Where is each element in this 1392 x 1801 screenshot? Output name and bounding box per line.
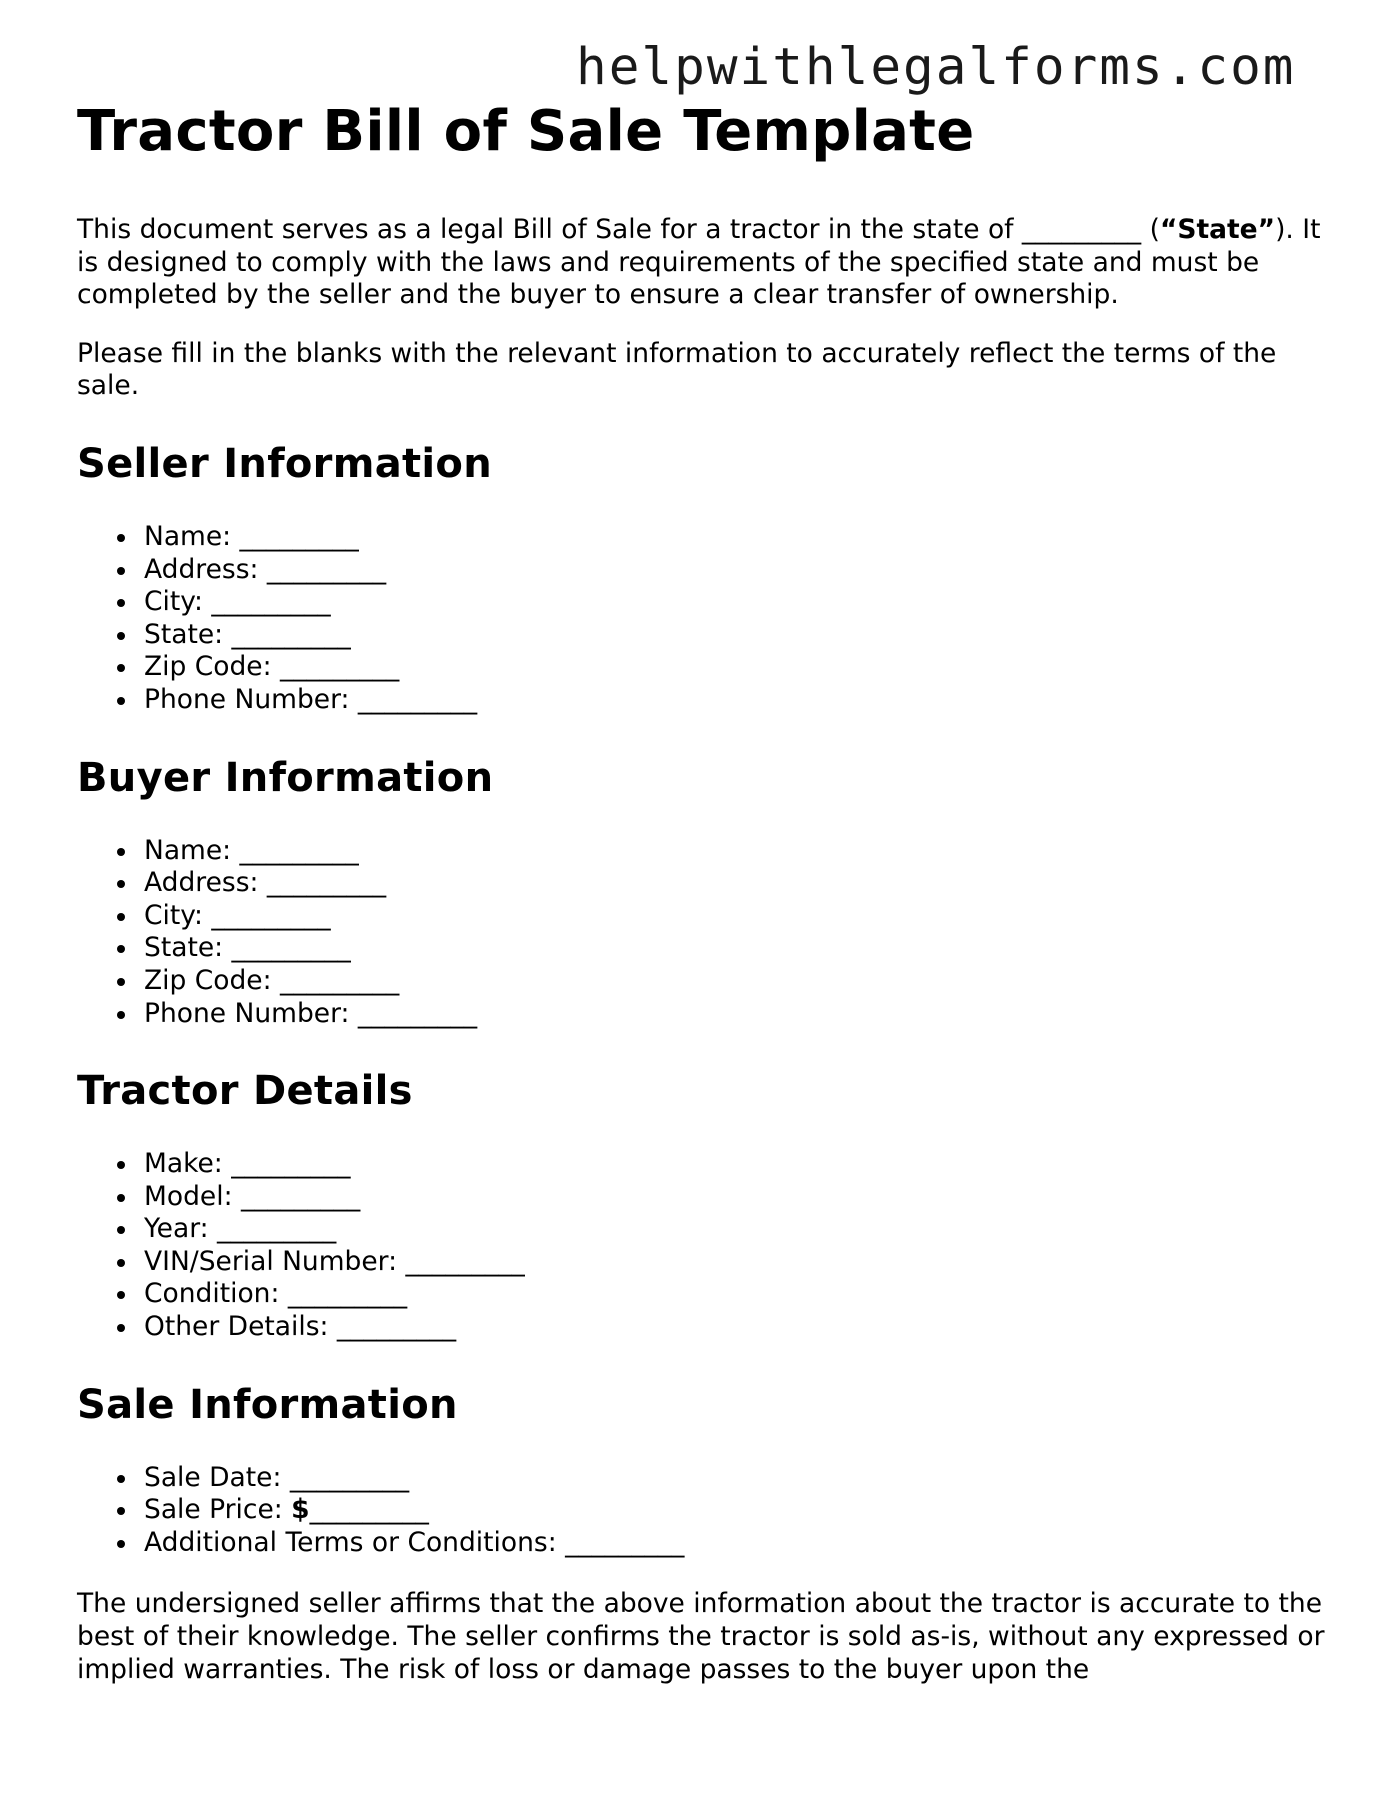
closing-paragraph: The undersigned seller affirms that the above information about the tractor is accurate to the best of their knowledge. The seller confirms the tractor is sold as-is, without any expressed or implied warranties. The risk of loss or damage passes to the buyer upon the [77, 1588, 1325, 1685]
buyer-zip-field[interactable]: Zip Code: _________ [144, 965, 1325, 998]
intro-paragraph [77, 214, 1325, 312]
instructions-paragraph: Please fill in the blanks with the relevant information to accurately reflect the terms of the sale. [77, 337, 1277, 402]
seller-city-field[interactable]: City: _________ [144, 586, 1325, 619]
buyer-address-field[interactable]: Address: _________ [144, 867, 1325, 900]
sale-field-list [77, 1462, 1325, 1560]
seller-address-field[interactable]: Address: _________ [144, 554, 1325, 587]
buyer-zip-blank[interactable]: _________ [279, 964, 400, 996]
additional-terms-field[interactable]: Additional Terms or Conditions: _________ [144, 1527, 1325, 1560]
seller-name-field[interactable]: Name: _________ [144, 521, 1325, 554]
buyer-city-blank[interactable]: _________ [211, 899, 331, 931]
watermark-site-name: helpwithlegalforms.com [576, 38, 1296, 97]
seller-state-blank[interactable]: _________ [231, 618, 351, 650]
sale-date-blank[interactable]: _________ [289, 1461, 410, 1493]
buyer-phone-blank[interactable]: _________ [357, 997, 478, 1029]
tractor-make-field[interactable]: Make: _________ [144, 1148, 1325, 1181]
sale-price-blank[interactable]: _________ [309, 1494, 429, 1526]
currency-symbol: $ [291, 1494, 310, 1526]
tractor-section-heading: Tractor Details [77, 1068, 413, 1115]
tractor-make-blank[interactable]: _________ [231, 1148, 351, 1180]
buyer-field-list [77, 835, 1325, 1031]
buyer-address-blank[interactable]: _________ [266, 867, 387, 899]
seller-city-blank[interactable]: _________ [211, 586, 331, 618]
buyer-phone-field[interactable]: Phone Number: _________ [144, 998, 1325, 1031]
page-title: Tractor Bill of Sale Template [77, 99, 975, 164]
sale-date-field[interactable]: Sale Date: _________ [144, 1462, 1325, 1495]
seller-name-blank[interactable]: _________ [239, 520, 359, 552]
tractor-vin-field[interactable]: VIN/Serial Number: _________ [144, 1246, 1325, 1279]
buyer-state-field[interactable]: State: _________ [144, 932, 1325, 965]
seller-state-field[interactable]: State: _________ [144, 619, 1325, 652]
seller-phone-field[interactable]: Phone Number: _________ [144, 684, 1325, 717]
seller-phone-blank[interactable]: _________ [357, 683, 478, 715]
seller-section-heading: Seller Information [77, 440, 492, 487]
buyer-state-blank[interactable]: _________ [231, 932, 351, 964]
seller-zip-blank[interactable]: _________ [279, 651, 400, 683]
sale-section-heading: Sale Information [77, 1381, 458, 1428]
buyer-name-field[interactable]: Name: _________ [144, 835, 1325, 868]
seller-address-blank[interactable]: _________ [266, 553, 387, 585]
sale-price-field[interactable]: Sale Price: $_________ [144, 1494, 1325, 1527]
tractor-year-blank[interactable]: _________ [217, 1213, 337, 1245]
seller-field-list [77, 521, 1325, 717]
tractor-vin-blank[interactable]: _________ [405, 1245, 525, 1277]
intro-text-part2: ). It is designed to comply with the laws and requirements of the specified state and must be completed by the seller and the buyer to ensure a clear transfer of ownership. [77, 214, 1321, 311]
buyer-section-heading: Buyer Information [77, 754, 494, 801]
tractor-other-details-field[interactable]: Other Details: _________ [144, 1311, 1325, 1344]
tractor-model-blank[interactable]: _________ [240, 1180, 361, 1212]
additional-terms-blank[interactable]: _________ [565, 1526, 685, 1558]
tractor-condition-field[interactable]: Condition: _________ [144, 1278, 1325, 1311]
document-page [77, 96, 1325, 1686]
tractor-year-field[interactable]: Year: _________ [144, 1213, 1325, 1246]
tractor-other-details-blank[interactable]: _________ [336, 1311, 457, 1343]
seller-zip-field[interactable]: Zip Code: _________ [144, 651, 1325, 684]
buyer-name-blank[interactable]: _________ [239, 834, 359, 866]
state-term: “State” [1159, 214, 1276, 245]
tractor-field-list [77, 1148, 1325, 1344]
tractor-condition-blank[interactable]: _________ [287, 1278, 408, 1310]
buyer-city-field[interactable]: City: _________ [144, 900, 1325, 933]
tractor-model-field[interactable]: Model: _________ [144, 1181, 1325, 1214]
intro-text-part1: This document serves as a legal Bill of Sale for a tractor in the state of _________ ( [77, 214, 1160, 245]
